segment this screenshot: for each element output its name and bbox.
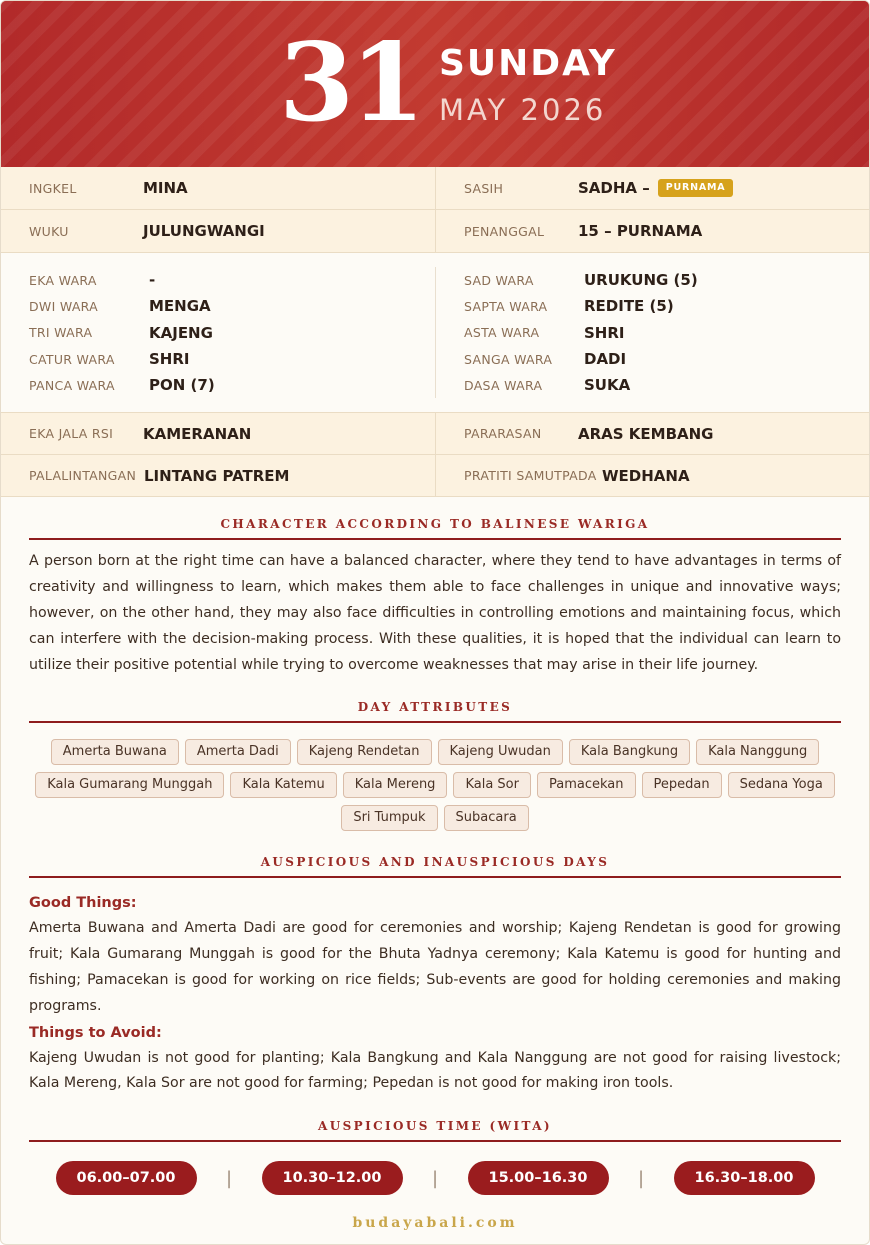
ingkel-value: MINA bbox=[143, 179, 188, 197]
info-cell-palalintangan bbox=[1, 455, 435, 496]
things-to-avoid-heading: Things to Avoid: bbox=[29, 1024, 162, 1041]
attribute-chip: Sri Tumpuk bbox=[341, 805, 437, 831]
palalintangan-label: PALALINTANGAN bbox=[29, 468, 137, 484]
wara-row bbox=[29, 320, 435, 346]
wara-value: SHRI bbox=[584, 323, 625, 342]
attribute-chip: Kala Katemu bbox=[230, 772, 336, 798]
wara-label: PANCA WARA bbox=[29, 377, 115, 393]
wara-label: ASTA WARA bbox=[464, 325, 540, 341]
wara-value: REDITE (5) bbox=[584, 297, 674, 316]
wara-value: KAJENG bbox=[149, 323, 213, 342]
penanggal-label: PENANGGAL bbox=[464, 223, 545, 239]
wara-row bbox=[29, 293, 435, 319]
good-things-heading: Good Things: bbox=[29, 895, 137, 912]
wara-label: SAPTA WARA bbox=[464, 298, 548, 314]
wara-value: SHRI bbox=[149, 350, 190, 369]
wara-grid bbox=[1, 253, 869, 413]
wara-row bbox=[29, 372, 435, 398]
attribute-chip: Kala Gumarang Munggah bbox=[35, 772, 224, 798]
wara-row bbox=[464, 372, 869, 398]
date-header bbox=[1, 1, 869, 167]
pratiti-samutpada-value: WEDHANA bbox=[602, 466, 690, 485]
attribute-chip: Kajeng Uwudan bbox=[438, 739, 563, 765]
info-cell-eka-jala-rsi bbox=[1, 413, 435, 454]
pararasan-value: ARAS KEMBANG bbox=[578, 424, 714, 443]
things-to-avoid-text: Kajeng Uwudan is not good for planting; Kala Bangkung and Kala Nanggung are not good for raising livestock; Kala Mereng, Kala Sor are not good for farming; Pepedan is not good for making iron tools. bbox=[29, 1049, 841, 1092]
wara-value: - bbox=[149, 271, 156, 290]
ingkel-label: INGKEL bbox=[29, 180, 77, 196]
wara-value: URUKUNG (5) bbox=[584, 271, 698, 290]
attribute-chip: Amerta Buwana bbox=[51, 739, 179, 765]
info-cell-wuku bbox=[1, 210, 435, 252]
times-section-title: AUSPICIOUS TIME (WITA) bbox=[318, 1119, 552, 1134]
attribute-chip: Kala Nanggung bbox=[696, 739, 819, 765]
wara-label: SANGA WARA bbox=[464, 351, 553, 367]
time-slot-pill: 16.30–18.00 bbox=[674, 1161, 815, 1195]
pratiti-samutpada-label: PRATITI SAMUTPADA bbox=[464, 468, 597, 484]
purnama-badge: PURNAMA bbox=[658, 179, 734, 197]
wara-column-right bbox=[435, 267, 869, 398]
info-row-palalintangan-pratiti bbox=[1, 455, 869, 497]
wara-row bbox=[464, 267, 869, 293]
info-cell-ingkel bbox=[1, 167, 435, 209]
wara-label: TRI WARA bbox=[29, 325, 93, 341]
wara-value: SUKA bbox=[584, 376, 631, 395]
wuku-label: WUKU bbox=[29, 223, 69, 239]
time-slot-pill: 10.30–12.00 bbox=[262, 1161, 403, 1195]
wara-row bbox=[29, 346, 435, 372]
wara-value: MENGA bbox=[149, 297, 211, 316]
character-section-title: CHARACTER ACCORDING TO BALINESE WARIGA bbox=[220, 517, 650, 532]
info-cell-pratiti-samutpada bbox=[435, 455, 869, 496]
sasih-label: SASIH bbox=[464, 180, 504, 196]
month-year: MAY 2026 bbox=[439, 93, 607, 127]
penanggal-value: 15 – PURNAMA bbox=[578, 222, 703, 240]
attribute-chip: Kala Bangkung bbox=[569, 739, 690, 765]
wara-value: PON (7) bbox=[149, 376, 215, 395]
attribute-chip: Sedana Yoga bbox=[728, 772, 835, 798]
site-footer-link[interactable]: budayabali.com bbox=[352, 1215, 518, 1232]
attributes-section-title: DAY ATTRIBUTES bbox=[357, 700, 513, 715]
attribute-chip: Amerta Dadi bbox=[185, 739, 291, 765]
attribute-chip: Kajeng Rendetan bbox=[297, 739, 432, 765]
eka-jala-rsi-label: EKA JALA RSI bbox=[29, 426, 114, 442]
good-things-text: Amerta Buwana and Amerta Dadi are good for ceremonies and worship; Kajeng Rendetan is good for growing fruit; Kala Gumarang Munggah is good for the Bhuta Yadnya ceremony; Kala Katemu is good for hunting and fishing; Pamacekan is good for working on rice fields; Sub-events are good for holding ceremonies and making programs. bbox=[29, 920, 841, 1014]
wara-column-left bbox=[1, 267, 435, 398]
attribute-chips bbox=[29, 739, 841, 831]
wara-label: DASA WARA bbox=[464, 377, 543, 393]
time-separator: | bbox=[225, 1167, 233, 1189]
info-cell-penanggal bbox=[435, 210, 869, 252]
eka-jala-rsi-value: KAMERANAN bbox=[143, 424, 252, 443]
time-separator: | bbox=[431, 1167, 439, 1189]
wara-label: SAD WARA bbox=[464, 272, 534, 288]
wuku-value: JULUNGWANGI bbox=[143, 222, 265, 240]
auspicious-time-slots bbox=[29, 1161, 841, 1195]
wara-row bbox=[464, 293, 869, 319]
pararasan-label: PARARASAN bbox=[464, 426, 542, 442]
info-cell-sasih bbox=[435, 167, 869, 209]
wara-row bbox=[464, 346, 869, 372]
attribute-chip: Pepedan bbox=[642, 772, 722, 798]
attribute-chip: Kala Sor bbox=[453, 772, 531, 798]
day-number: 31 bbox=[279, 20, 422, 146]
day-name: SUNDAY bbox=[439, 43, 617, 84]
info-row-wuku-penanggal bbox=[1, 210, 869, 253]
time-separator: | bbox=[637, 1167, 645, 1189]
wara-label: DWI WARA bbox=[29, 298, 99, 314]
info-row-ingkel-sasih bbox=[1, 167, 869, 210]
time-slot-pill: 15.00–16.30 bbox=[468, 1161, 609, 1195]
attribute-chip: Pamacekan bbox=[537, 772, 636, 798]
wara-row bbox=[29, 267, 435, 293]
info-row-ekajala-pararasan bbox=[1, 413, 869, 455]
palalintangan-value: LINTANG PATREM bbox=[144, 466, 290, 485]
info-cell-pararasan bbox=[435, 413, 869, 454]
wara-label: EKA WARA bbox=[29, 272, 97, 288]
wara-row bbox=[464, 320, 869, 346]
attribute-chip: Kala Mereng bbox=[343, 772, 448, 798]
wara-label: CATUR WARA bbox=[29, 351, 115, 367]
sasih-value: SADHA – bbox=[578, 179, 650, 197]
character-text: A person born at the right time can have a balanced character, where they tend to have advantages in terms of creativity and willingness to learn, which makes them able to face challenges in unique and innovative ways; however, on the other hand, they may also face difficulties in controlling emotions and maintaining focus, which can interfere with the decision-making process. With these qualities, it is hoped that the individual can learn to utilize their positive potential while trying to overcome weaknesses that may arise in their life journey. bbox=[29, 553, 841, 673]
time-slot-pill: 06.00–07.00 bbox=[56, 1161, 197, 1195]
wara-value: DADI bbox=[584, 350, 627, 369]
days-section-title: AUSPICIOUS AND INAUSPICIOUS DAYS bbox=[260, 855, 610, 870]
attribute-chip: Subacara bbox=[444, 805, 529, 831]
